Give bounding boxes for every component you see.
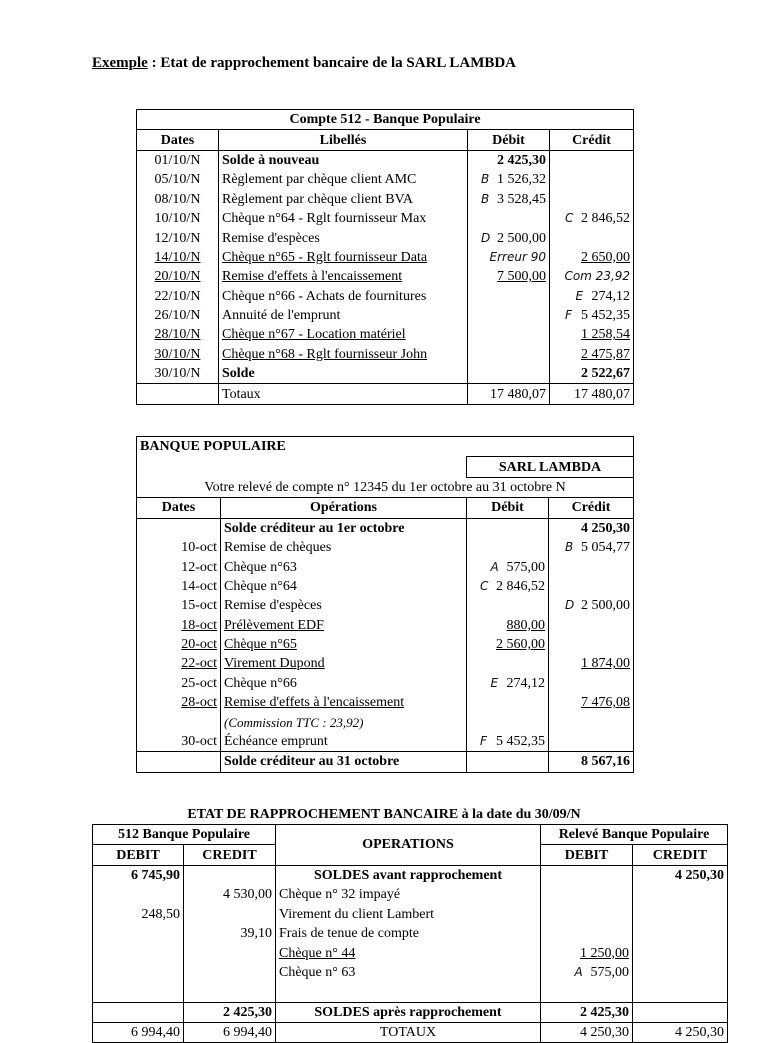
row-debit (468, 209, 550, 228)
row-operation (276, 982, 541, 1002)
etat-row (93, 885, 728, 904)
final-label: Solde créditeur au 31 octobre (221, 752, 467, 772)
etat-title: ETAT DE RAPPROCHEMENT BANCAIRE à la date du 30/09/N (187, 807, 581, 822)
row-right-credit (633, 885, 728, 904)
row-left-credit (184, 963, 276, 982)
row-left-debit (93, 963, 184, 982)
compte-row (137, 306, 634, 325)
header-credit: Crédit (549, 498, 634, 518)
row-credit-value: 1 874,00 (581, 656, 631, 672)
compte-heading: Compte 512 - Banque Populaire (137, 110, 634, 130)
handwritten-mark: E (490, 675, 499, 690)
row-label-text: Chèque n°67 - Location matériel (222, 327, 406, 343)
row-credit (550, 150, 634, 170)
compte-row (137, 287, 634, 306)
avant-left-debit: 6 745,90 (93, 865, 184, 885)
row-credit (549, 596, 634, 615)
row-credit (550, 267, 634, 286)
totaux-label: TOTAUX (276, 1022, 541, 1042)
row-label-text: Chèque n°64 (224, 578, 297, 594)
row-credit (549, 518, 634, 538)
releve-row (137, 654, 634, 673)
row-label (221, 577, 467, 596)
row-label-text: Règlement par chèque client BVA (222, 191, 414, 207)
row-label-text: Remise d'effets à l'encaissement (222, 269, 403, 285)
handwritten-mark: D (481, 230, 491, 245)
row-operation (276, 963, 541, 982)
apres-right-debit: 2 425,30 (541, 1002, 633, 1022)
releve-row (137, 693, 634, 712)
row-right-credit (633, 905, 728, 924)
row-credit (549, 732, 634, 752)
row-date-text: 10-oct (181, 540, 217, 556)
row-label (221, 654, 467, 673)
row-left-credit (184, 943, 276, 962)
row-credit (550, 248, 634, 267)
row-debit-value: 5 452,35 (496, 734, 545, 750)
releve-row (137, 518, 634, 538)
row-label-text: Remise de chèques (224, 540, 332, 556)
row-debit (468, 150, 550, 170)
totaux-left-debit: 6 994,40 (93, 1022, 184, 1042)
row-label (219, 325, 468, 344)
compte-row (137, 170, 634, 189)
total-credit: 17 480,07 (550, 384, 634, 404)
etat-row (93, 905, 728, 924)
row-date-text: 28-oct (181, 695, 217, 711)
row-label (219, 228, 468, 247)
row-debit-value: 2 425,30 (497, 152, 546, 168)
header-credit: Crédit (550, 130, 634, 150)
row-label-text: Règlement par chèque client AMC (222, 172, 417, 188)
compte-row (137, 345, 634, 364)
row-label (219, 267, 468, 286)
sub-credit-right: CREDIT (633, 845, 728, 865)
row-debit (468, 364, 550, 384)
row-date (137, 596, 221, 615)
row-operation (276, 905, 541, 924)
row-label (219, 287, 468, 306)
compte-row (137, 209, 634, 228)
right-head: Relevé Banque Populaire (541, 825, 728, 845)
row-date: 22/10/N (137, 287, 219, 306)
row-left-credit: 4 530,00 (184, 885, 276, 904)
row-right-debit-value: 1 250,00 (580, 945, 629, 961)
row-label-text: Solde créditeur au 1er octobre (224, 520, 405, 536)
row-debit-value: 880,00 (506, 617, 545, 633)
row-date: 10/10/N (137, 209, 219, 228)
row-credit (550, 364, 634, 384)
row-date-text: 18-oct (181, 617, 217, 633)
row-operation (276, 943, 541, 962)
row-label (221, 616, 467, 635)
row-operation-text: Virement du client Lambert (279, 906, 435, 922)
releve-row (137, 596, 634, 615)
handwritten-mark: E (575, 288, 584, 303)
total-label: Totaux (219, 384, 468, 404)
row-credit-value: 5 452,35 (581, 308, 631, 324)
row-debit (467, 557, 549, 576)
header-dates: Dates (137, 130, 219, 150)
row-label (219, 248, 468, 267)
row-credit-value: 7 476,08 (581, 695, 631, 711)
handwritten-mark: F (480, 734, 487, 749)
header-operations: Opérations (221, 498, 467, 518)
row-debit (468, 228, 550, 247)
row-label (221, 635, 467, 654)
client-name: SARL LAMBDA (467, 457, 634, 477)
row-debit (467, 693, 549, 712)
releve-row (137, 616, 634, 635)
row-credit-value: 274,12 (591, 288, 631, 304)
row-debit-value: Erreur 90 (489, 249, 546, 264)
compte-row (137, 325, 634, 344)
compte-row (137, 267, 634, 286)
row-debit (468, 190, 550, 209)
etat-row (93, 924, 728, 943)
row-right-debit (541, 885, 633, 904)
row-label-text: Remise d'espèces (222, 230, 320, 246)
row-date-text: 12-oct (181, 559, 217, 575)
compte-512-table (136, 109, 634, 405)
handwritten-mark: F (565, 308, 572, 323)
row-label (221, 712, 467, 731)
row-debit (467, 732, 549, 752)
releve-table (136, 436, 634, 773)
row-label (221, 732, 467, 752)
sub-credit-left: CREDIT (184, 845, 276, 865)
compte-row (137, 228, 634, 247)
etat-table (92, 824, 728, 1043)
row-debit-value: 3 528,45 (497, 191, 546, 207)
row-label-text: (Commission TTC : 23,92) (224, 714, 364, 730)
row-debit (467, 538, 549, 557)
row-label-text: Solde à nouveau (222, 152, 320, 168)
handwritten-mark: B (481, 172, 490, 187)
handwritten-mark: C (565, 211, 574, 226)
row-label (219, 190, 468, 209)
handwritten-mark: A (574, 964, 583, 979)
etat-row (93, 963, 728, 982)
etat-row (93, 943, 728, 962)
row-debit-value: 1 526,32 (497, 172, 546, 188)
row-credit (550, 170, 634, 189)
row-date (137, 577, 221, 596)
row-date-text: 15-oct (181, 598, 217, 614)
row-credit (549, 674, 634, 693)
row-date: 28/10/N (137, 325, 219, 344)
row-date-text: 25-oct (181, 675, 217, 691)
sub-debit-left: DEBIT (93, 845, 184, 865)
final-credit: 8 567,16 (549, 752, 634, 772)
row-debit (468, 170, 550, 189)
row-debit (467, 577, 549, 596)
row-debit-value: 2 500,00 (497, 230, 546, 246)
header-dates: Dates (137, 498, 221, 518)
row-right-debit-value: 575,00 (590, 964, 629, 980)
handwritten-mark: A (490, 559, 499, 574)
row-right-debit (541, 943, 633, 962)
row-debit-value: 2 846,52 (496, 578, 545, 594)
row-credit-value: 1 258,54 (581, 327, 631, 343)
apres-left-credit: 2 425,30 (184, 1002, 276, 1022)
row-credit (549, 693, 634, 712)
row-right-credit (633, 943, 728, 962)
row-operation-text: Chèque n° 32 impayé (279, 887, 401, 903)
releve-row (137, 557, 634, 576)
totaux-left-credit: 6 994,40 (184, 1022, 276, 1042)
row-credit-value: 5 054,77 (581, 540, 631, 556)
row-operation-text: Frais de tenue de compte (279, 926, 419, 942)
row-label (221, 538, 467, 557)
row-credit (550, 190, 634, 209)
row-right-debit (541, 982, 633, 1002)
left-head: 512 Banque Populaire (93, 825, 276, 845)
handwritten-mark: B (565, 540, 574, 555)
row-credit (549, 577, 634, 596)
row-label (219, 209, 468, 228)
row-label (219, 150, 468, 170)
row-label (221, 596, 467, 615)
apres-label: SOLDES après rapprochement (276, 1002, 541, 1022)
row-label-text: Chèque n°66 - Achats de fournitures (222, 288, 427, 304)
row-label-text: Chèque n°66 (224, 675, 297, 691)
row-label-text: Remise d'espèces (224, 598, 322, 614)
row-date-text: 14-oct (181, 578, 217, 594)
row-credit (550, 325, 634, 344)
row-debit (467, 654, 549, 673)
row-operation (276, 885, 541, 904)
row-credit-value: 4 250,30 (581, 520, 631, 536)
row-date: 30/10/N (137, 364, 219, 384)
row-label (219, 345, 468, 364)
row-label-text: Échéance emprunt (224, 734, 328, 750)
row-debit (467, 616, 549, 635)
compte-row (137, 248, 634, 267)
row-label-text: Chèque n°63 (224, 559, 297, 575)
etat-row (93, 982, 728, 1002)
row-credit-value: 2 650,00 (581, 249, 631, 265)
row-left-credit (184, 905, 276, 924)
totaux-right-credit: 4 250,30 (633, 1022, 728, 1042)
row-credit (550, 287, 634, 306)
row-date (137, 732, 221, 752)
row-label (221, 674, 467, 693)
row-credit (549, 538, 634, 557)
row-credit (549, 635, 634, 654)
row-date (137, 557, 221, 576)
page-title: Exemple : Etat de rapprochement bancaire de la SARL LAMBDA (92, 55, 517, 71)
row-debit (468, 267, 550, 286)
row-debit (468, 248, 550, 267)
row-left-debit (93, 982, 184, 1002)
row-date-text: 20-oct (181, 637, 217, 653)
row-label (219, 306, 468, 325)
row-label (219, 170, 468, 189)
row-date (137, 635, 221, 654)
bank-name: BANQUE POPULAIRE (140, 439, 286, 455)
row-debit (467, 518, 549, 538)
row-debit (467, 712, 549, 731)
row-date: 08/10/N (137, 190, 219, 209)
row-right-debit (541, 905, 633, 924)
compte-row (137, 364, 634, 384)
row-date (137, 654, 221, 673)
row-label (219, 364, 468, 384)
row-credit-value: 2 522,67 (581, 366, 631, 382)
row-credit (549, 654, 634, 673)
row-left-debit (93, 924, 184, 943)
row-date: 20/10/N (137, 267, 219, 286)
row-debit-value: 7 500,00 (497, 269, 546, 285)
row-label-text: Chèque n°65 (224, 637, 297, 653)
row-date (137, 693, 221, 712)
row-credit (549, 616, 634, 635)
row-credit (550, 228, 634, 247)
totaux-right-debit: 4 250,30 (541, 1022, 633, 1042)
row-date: 01/10/N (137, 150, 219, 170)
row-credit-value: 2 846,52 (581, 211, 631, 227)
releve-row (137, 732, 634, 752)
row-debit (467, 635, 549, 654)
row-left-credit: 39,10 (184, 924, 276, 943)
row-debit-value: 274,12 (506, 675, 545, 691)
header-debit: Débit (468, 130, 550, 150)
compte-row (137, 150, 634, 170)
row-credit (549, 557, 634, 576)
row-debit (468, 287, 550, 306)
row-credit (549, 712, 634, 731)
row-date (137, 538, 221, 557)
row-credit-value: 2 500,00 (581, 598, 631, 614)
row-date: 14/10/N (137, 248, 219, 267)
row-label-text: Solde (222, 366, 255, 382)
compte-row (137, 190, 634, 209)
row-debit-value: 2 560,00 (496, 637, 545, 653)
row-date-text: 30-oct (181, 734, 217, 750)
row-right-credit (633, 924, 728, 943)
row-right-debit (541, 924, 633, 943)
row-left-debit (93, 943, 184, 962)
row-label-text: Prélèvement EDF (224, 617, 324, 633)
row-credit (550, 345, 634, 364)
row-debit (467, 596, 549, 615)
row-date: 12/10/N (137, 228, 219, 247)
handwritten-mark: D (565, 598, 575, 613)
row-label (221, 557, 467, 576)
row-credit (550, 306, 634, 325)
releve-row (137, 674, 634, 693)
row-date (137, 674, 221, 693)
row-operation (276, 924, 541, 943)
row-label-text: Chèque n°68 - Rglt fournisseur John (222, 346, 428, 362)
avant-right-credit: 4 250,30 (633, 865, 728, 885)
row-credit-value: 2 475,87 (581, 346, 631, 362)
releve-row (137, 635, 634, 654)
sub-debit-right: DEBIT (541, 845, 633, 865)
row-label-text: Virement Dupond (224, 656, 325, 672)
row-date (137, 712, 221, 731)
row-debit (468, 306, 550, 325)
row-operation-text: Chèque n° 44 (279, 945, 356, 961)
avant-label: SOLDES avant rapprochement (276, 865, 541, 885)
header-debit: Débit (467, 498, 549, 518)
row-left-debit (93, 885, 184, 904)
row-date: 26/10/N (137, 306, 219, 325)
row-right-debit (541, 963, 633, 982)
header-libelles: Libellés (219, 130, 468, 150)
row-label-text: Annuité de l'emprunt (222, 308, 341, 324)
releve-row (137, 538, 634, 557)
row-right-credit (633, 963, 728, 982)
row-debit (467, 674, 549, 693)
row-left-credit (184, 982, 276, 1002)
row-operation-text: Chèque n° 63 (279, 964, 356, 980)
row-credit (550, 209, 634, 228)
row-debit (468, 325, 550, 344)
row-debit-value: 575,00 (506, 559, 545, 575)
row-label-text: Chèque n°65 - Rglt fournisseur Data (222, 249, 428, 265)
handwritten-mark: B (481, 191, 490, 206)
row-label (221, 518, 467, 538)
row-debit (468, 345, 550, 364)
row-right-credit (633, 982, 728, 1002)
row-date (137, 518, 221, 538)
row-left-debit: 248,50 (93, 905, 184, 924)
releve-row (137, 712, 634, 731)
releve-description: Votre relevé de compte n° 12345 du 1er octobre au 31 octobre N (204, 479, 566, 495)
row-label-text: Remise d'effets à l'encaissement (224, 695, 405, 711)
row-label-text: Chèque n°64 - Rglt fournisseur Max (222, 211, 427, 227)
row-date-text: 22-oct (181, 656, 217, 672)
row-date (137, 616, 221, 635)
row-credit-value: Com 23,92 (564, 269, 631, 284)
total-debit: 17 480,07 (468, 384, 550, 404)
row-date: 05/10/N (137, 170, 219, 189)
releve-row (137, 577, 634, 596)
row-date: 30/10/N (137, 345, 219, 364)
ops-head: OPERATIONS (276, 825, 541, 866)
row-label (221, 693, 467, 712)
handwritten-mark: C (480, 578, 489, 593)
